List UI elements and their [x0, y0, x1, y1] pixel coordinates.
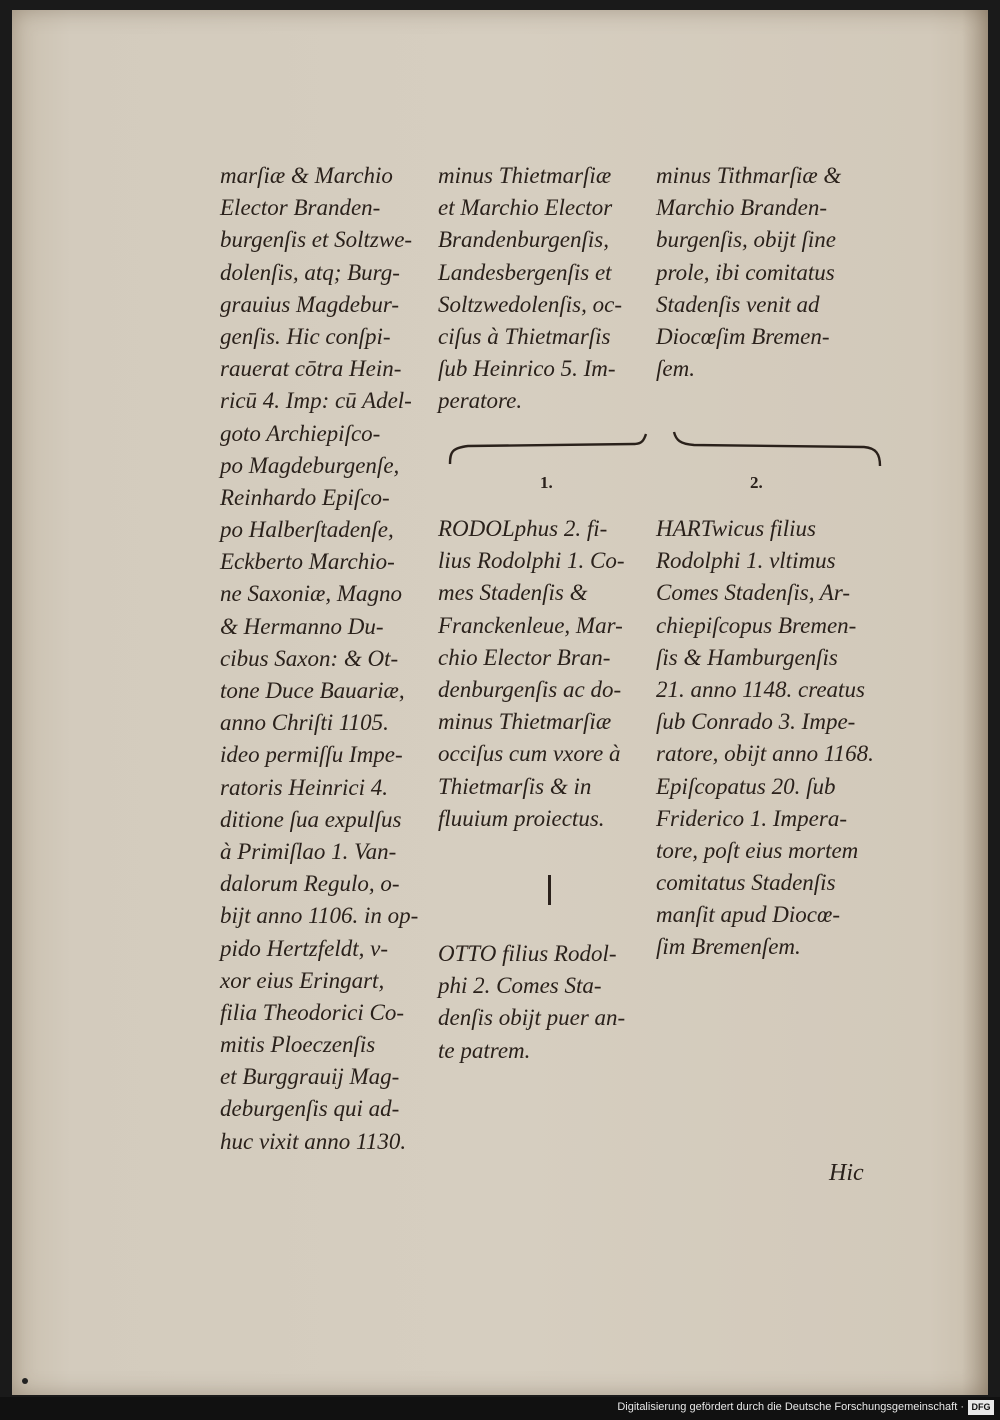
- text-line: genſis. Hic conſpi-: [220, 323, 391, 349]
- text-line: Rodolphi 1. vltimus: [656, 548, 836, 574]
- text-line: xor eius Eringart,: [220, 967, 385, 993]
- text-line: chio Elector Bran-: [438, 644, 611, 670]
- genealogy-column-middle-rodolphus: [438, 513, 625, 835]
- text-line: rauerat cōtra Hein-: [220, 356, 402, 382]
- branch-number-1: 1.: [540, 473, 553, 492]
- text-line: po Magdeburgenſe,: [220, 452, 400, 478]
- text-line: huc vixit anno 1130.: [220, 1128, 407, 1154]
- text-line: prole, ibi comitatus: [656, 259, 835, 285]
- text-line: RODOLphus 2. fi-: [438, 516, 608, 541]
- text-line: chiepiſcopus Bremen-: [656, 612, 857, 638]
- text-line: denſis obijt puer an-: [438, 1005, 626, 1031]
- text-line: peratore.: [438, 388, 523, 414]
- branch-number-2: 2.: [750, 473, 763, 492]
- text-line: Diocœſim Bremen-: [656, 323, 830, 349]
- text-line: tore, poſt eius mortem: [656, 837, 859, 863]
- text-line: filia Theodorici Co-: [220, 999, 404, 1025]
- text-line: deburgenſis qui ad-: [220, 1096, 400, 1122]
- descent-line: [548, 875, 551, 905]
- text-line: HARTwicus filius: [656, 516, 816, 541]
- text-line: OTTO filius Rodol-: [438, 941, 617, 966]
- genealogy-column-left: [220, 160, 418, 1158]
- text-line: ſis & Hamburgenſis: [656, 644, 838, 670]
- text-line: minus Tithmarſiæ &: [656, 163, 842, 188]
- text-line: cibus Saxon: & Ot-: [220, 645, 399, 671]
- text-line: denburgenſis ac do-: [438, 676, 622, 702]
- text-line: ricū 4. Imp: cū Adel-: [220, 388, 412, 414]
- branch-brace-right: [668, 428, 888, 470]
- genealogy-column-middle-top: [438, 160, 622, 418]
- text-line: pido Hertzfeldt, v-: [220, 935, 388, 961]
- text-line: Epiſcopatus 20. ſub: [656, 773, 836, 799]
- text-line: Reinhardo Epiſco-: [220, 484, 390, 510]
- text-line: marſiæ & Marchio: [220, 163, 393, 188]
- genealogy-column-right-hartwicus: [656, 513, 874, 964]
- text-line: anno Chriſti 1105.: [220, 710, 389, 736]
- catchword: Hic: [829, 1160, 864, 1186]
- text-line: Brandenburgenſis,: [438, 227, 609, 253]
- text-line: ne Saxoniæ, Magno: [220, 581, 403, 607]
- text-line: ſub Conrado 3. Impe-: [656, 709, 856, 735]
- text-line: Franckenleue, Mar-: [438, 612, 623, 638]
- text-line: burgenſis et Soltzwe-: [220, 227, 413, 253]
- dfg-logo: DFG: [968, 1400, 994, 1415]
- text-line: minus Thietmarſiæ: [438, 163, 612, 188]
- text-line: ratoris Heinrici 4.: [220, 774, 389, 800]
- text-line: Landesbergenſis et: [438, 259, 612, 285]
- text-line: manſit apud Diocœ-: [656, 902, 840, 928]
- text-line: fluuium proiectus.: [438, 805, 605, 831]
- text-line: lius Rodolphi 1. Co-: [438, 548, 625, 574]
- text-line: Soltzwedolenſis, oc-: [438, 291, 622, 317]
- text-line: mitis Ploeczenſis: [220, 1032, 376, 1058]
- text-line: à Primiſlao 1. Van-: [220, 838, 397, 864]
- text-line: & Hermanno Du-: [220, 613, 384, 639]
- text-line: ſem.: [656, 356, 695, 382]
- text-line: occiſus cum vxore à: [438, 741, 621, 767]
- text-line: et Burggrauij Mag-: [220, 1064, 400, 1090]
- text-line: minus Thietmarſiæ: [438, 709, 612, 735]
- text-line: tone Duce Bauariæ,: [220, 678, 405, 703]
- ink-spot: [22, 1378, 28, 1384]
- branch-brace-left: [442, 430, 652, 470]
- text-line: ditione ſua expulſus: [220, 806, 402, 832]
- text-line: Comes Stadenſis, Ar-: [656, 580, 850, 606]
- footer-bar: [0, 1397, 1000, 1420]
- text-line: Eckberto Marchio-: [220, 549, 395, 575]
- text-line: 21. anno 1148. creatus: [656, 676, 865, 702]
- genealogy-column-middle-otto: [438, 938, 625, 1067]
- text-line: ciſus à Thietmarſis: [438, 323, 611, 349]
- text-line: burgenſis, obijt ſine: [656, 227, 836, 253]
- text-line: dalorum Regulo, o-: [220, 871, 400, 897]
- funding-notice: Digitalisierung gefördert durch die Deutsche Forschungsgemeinschaft ·: [617, 1401, 964, 1413]
- text-line: Marchio Branden-: [656, 195, 827, 221]
- text-line: po Halberſtadenſe,: [220, 517, 394, 543]
- text-line: ideo permiſſu Impe-: [220, 742, 403, 768]
- text-line: dolenſis, atq; Burg-: [220, 259, 400, 285]
- text-line: ſim Bremenſem.: [656, 934, 801, 960]
- text-line: ſub Heinrico 5. Im-: [438, 356, 616, 382]
- genealogy-column-right-top: [656, 160, 841, 385]
- text-line: ratore, obijt anno 1168.: [656, 741, 874, 767]
- text-line: mes Stadenſis &: [438, 580, 588, 606]
- text-line: goto Archiepiſco-: [220, 420, 381, 446]
- text-line: grauius Magdebur-: [220, 291, 400, 317]
- text-line: et Marchio Elector: [438, 195, 613, 221]
- text-line: te patrem.: [438, 1037, 531, 1063]
- text-line: Stadenſis venit ad: [656, 291, 820, 317]
- text-line: Friderico 1. Impera-: [656, 805, 847, 831]
- text-line: bijt anno 1106. in op-: [220, 903, 419, 929]
- text-line: comitatus Stadenſis: [656, 870, 836, 896]
- page-edge-shadow: [962, 10, 988, 1395]
- text-line: Elector Branden-: [220, 195, 381, 221]
- text-line: Thietmarſis & in: [438, 773, 592, 799]
- text-line: phi 2. Comes Sta-: [438, 973, 602, 999]
